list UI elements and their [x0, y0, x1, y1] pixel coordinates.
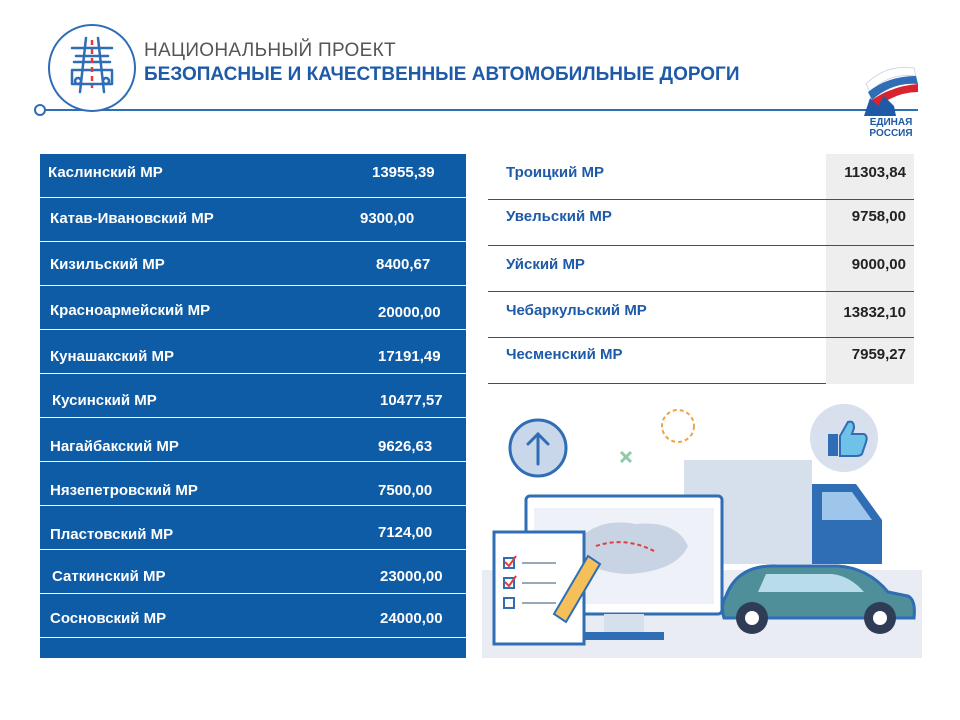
table-row: [40, 418, 466, 462]
district-name: Нязепетровский МР: [50, 482, 198, 499]
table-row: [40, 286, 466, 330]
up-arrow-icon: [510, 420, 566, 476]
district-value: 9626,63: [378, 438, 433, 455]
district-name: Кусинский МР: [52, 392, 157, 409]
thumbs-up-icon: [810, 404, 878, 472]
district-name: Каслинский МР: [48, 164, 163, 181]
district-value: 9758,00: [851, 208, 906, 225]
district-value-cell: [826, 292, 914, 338]
district-value: 17191,49: [378, 348, 441, 365]
left-districts-table: [40, 154, 466, 658]
district-value: 9000,00: [851, 256, 906, 273]
district-value: 7959,27: [851, 346, 906, 363]
district-value-cell: [826, 200, 914, 246]
district-value-cell: [826, 246, 914, 292]
district-name: Красноармейский МР: [50, 302, 211, 319]
logo-caption-line1: ЕДИНАЯ: [869, 117, 913, 128]
district-name: Катав-Ивановский МР: [50, 210, 214, 227]
district-value: 10477,57: [380, 392, 443, 409]
logo-caption: [856, 117, 926, 139]
district-name: Нагайбакский МР: [50, 438, 179, 455]
district-name: Уйский МР: [506, 256, 585, 273]
header-title: БЕЗОПАСНЫЕ И КАЧЕСТВЕННЫЕ АВТОМОБИЛЬНЫЕ ДОРОГИ: [144, 64, 740, 85]
district-name: Сосновский МР: [50, 610, 167, 627]
district-name: Кунашакский МР: [50, 348, 175, 365]
table-row: [40, 242, 466, 286]
road-emblem-icon: [48, 24, 136, 112]
district-value: 7500,00: [378, 482, 433, 499]
table-row: [40, 550, 466, 594]
district-value: 13832,10: [843, 304, 906, 321]
header-divider-dot: [34, 104, 46, 116]
district-value-cell: [826, 338, 914, 384]
district-value: 11303,84: [844, 164, 906, 181]
district-name: Пластовский МР: [50, 526, 174, 543]
table-row: [40, 198, 466, 242]
district-value: 20000,00: [378, 304, 441, 321]
logo-caption-line2: РОССИЯ: [869, 128, 913, 139]
road-transport-illustration: [476, 396, 922, 658]
district-name: Увельский МР: [506, 208, 612, 225]
district-value: 7124,00: [378, 524, 433, 541]
table-row: [40, 462, 466, 506]
district-value: 23000,00: [380, 568, 443, 585]
district-value: 8400,67: [376, 256, 431, 273]
district-name: Чебаркульский МР: [506, 302, 647, 319]
district-value-cell: [826, 154, 914, 200]
table-row: [40, 506, 466, 550]
district-name: Чесменский МР: [506, 346, 623, 363]
table-row: [40, 374, 466, 418]
header-divider: [40, 109, 918, 111]
district-value: 24000,00: [380, 610, 443, 627]
table-row: [40, 594, 466, 638]
district-name: Троицкий МР: [506, 164, 604, 181]
header-subtitle: НАЦИОНАЛЬНЫЙ ПРОЕКТ: [144, 40, 396, 61]
table-row: [40, 330, 466, 374]
district-name: Кизильский МР: [50, 256, 165, 273]
table-row: [40, 154, 466, 198]
district-value: 13955,39: [372, 164, 435, 181]
district-value: 9300,00: [360, 210, 415, 227]
district-name: Саткинский МР: [52, 568, 166, 585]
